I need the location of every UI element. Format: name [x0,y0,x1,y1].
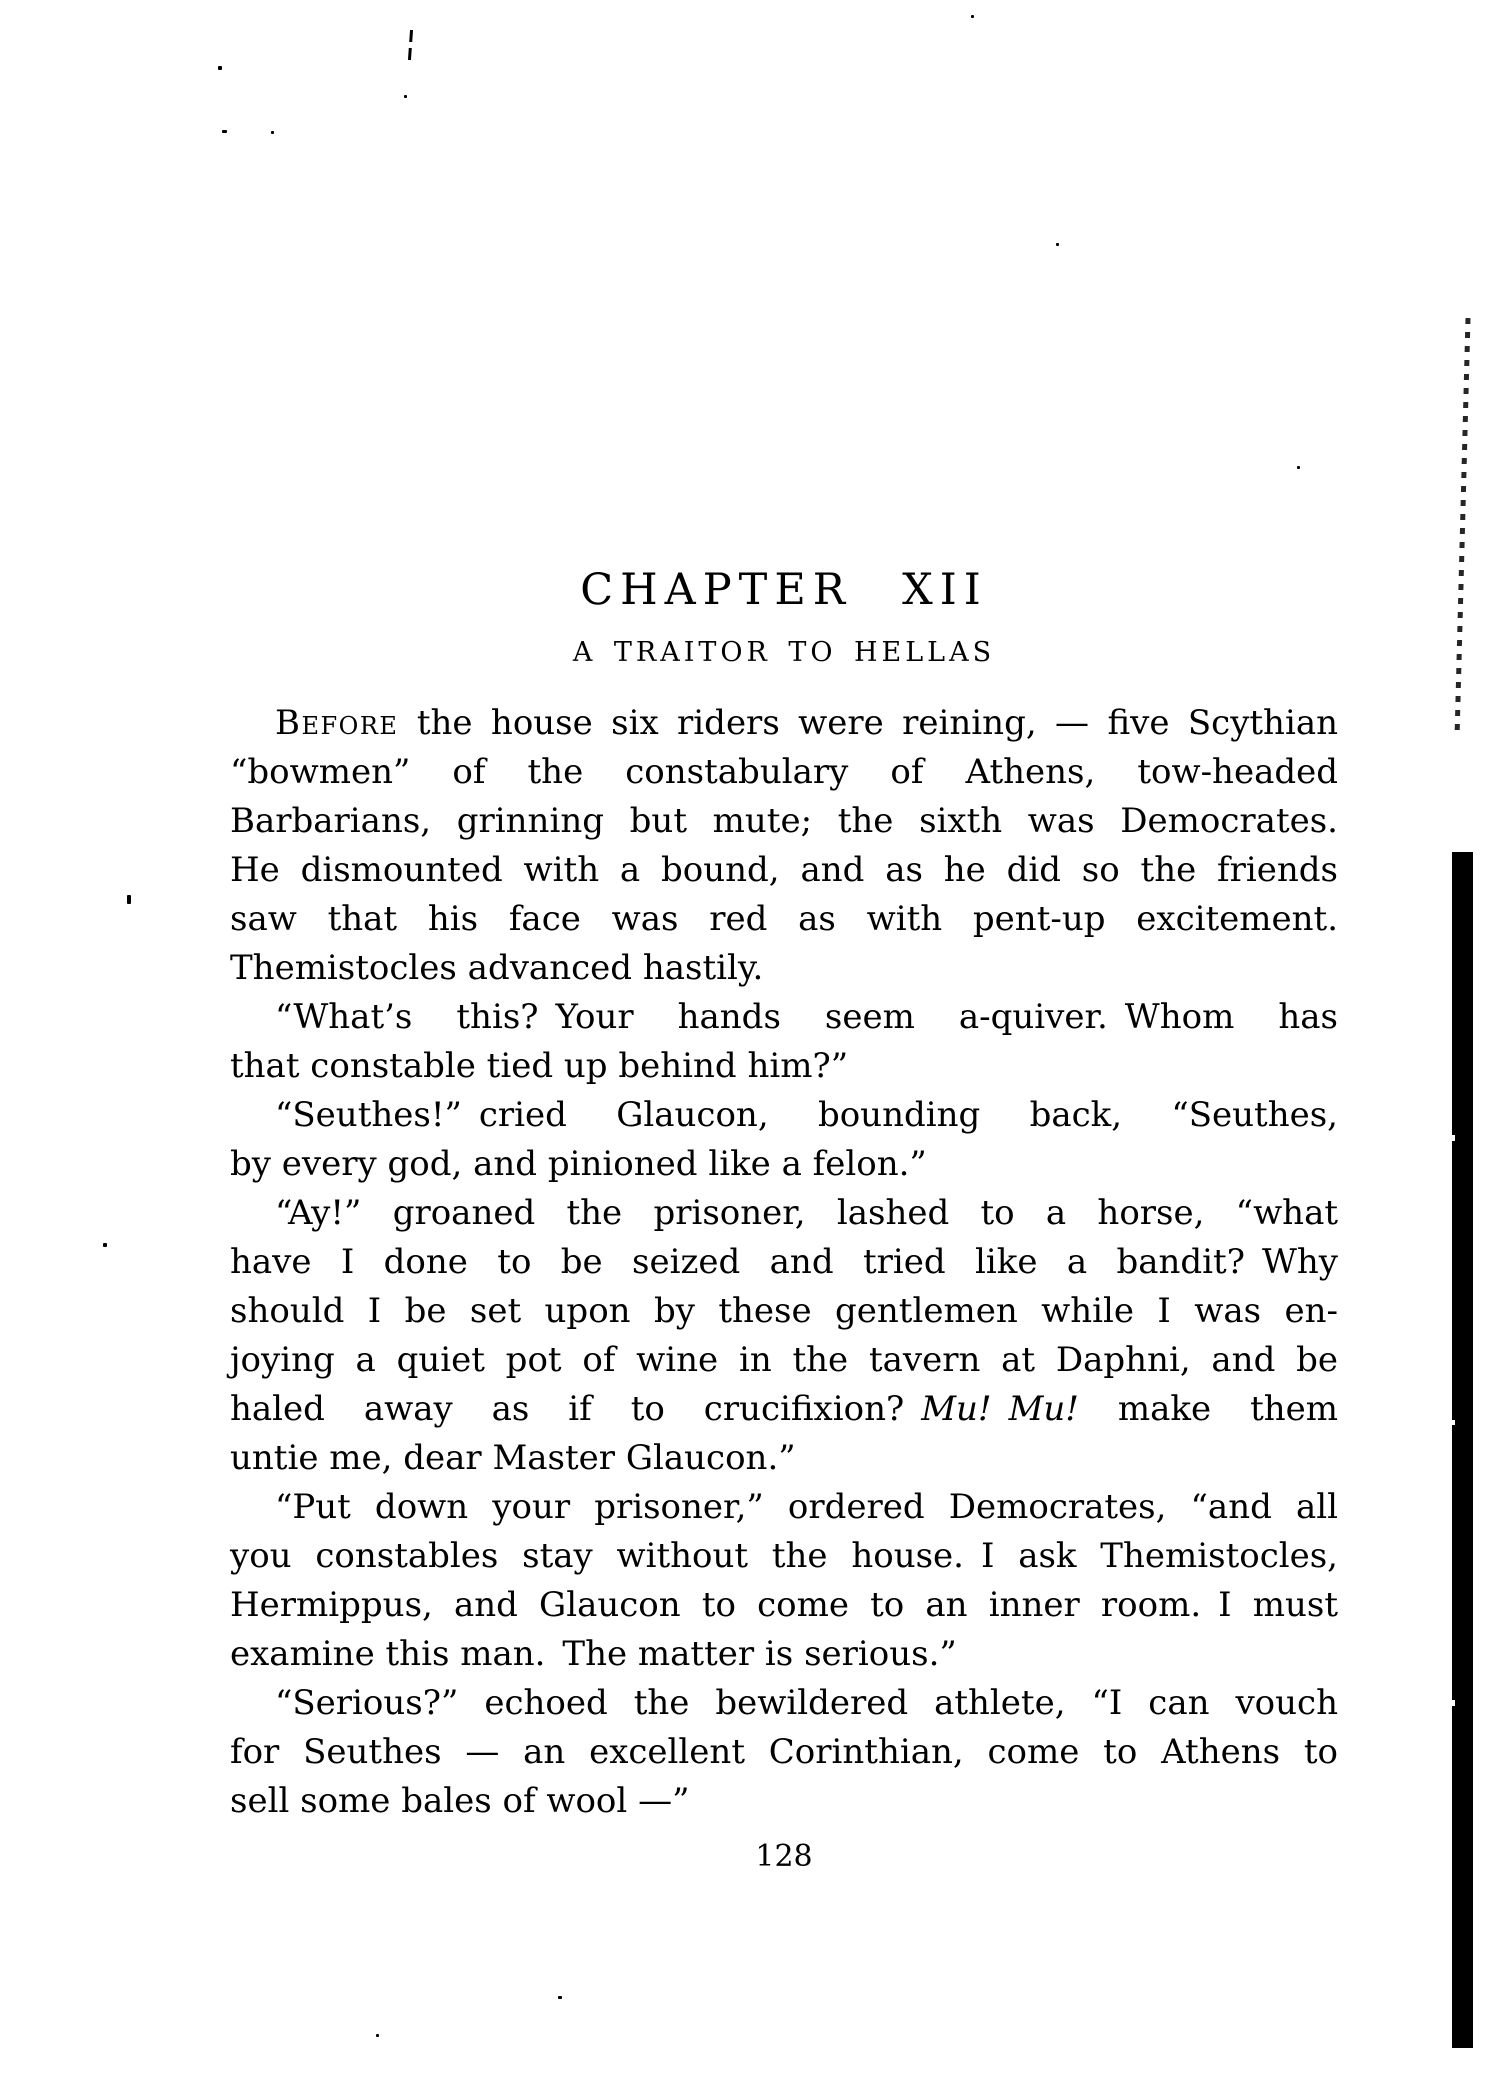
small-caps-text: Before [275,703,399,743]
scan-speck [408,30,413,60]
text-segment: for Seuthes — an excellent Corinthian, come to Athens to [230,1732,1338,1772]
text-line [230,1630,1338,1679]
text-line [230,1581,1338,1630]
text-segment: joying a quiet pot of wine in the tavern at Daphni, and be [230,1340,1338,1380]
scan-speck [1056,243,1059,246]
paragraph [230,993,1338,1091]
text-line [230,895,1338,944]
text-segment: “Seuthes!” cried Glaucon, bounding back, “Seuthes, [275,1095,1338,1135]
chapter-heading: CHAPTER XII [580,565,988,615]
scan-speck [218,66,222,70]
scan-speck [376,2034,379,2037]
text-line [230,797,1338,846]
text-line [230,944,1338,993]
italic-text: Mu! Mu! [921,1389,1079,1429]
text-line [230,846,1338,895]
text-segment: Hermippus, and Glaucon to come to an inner room. I must [230,1585,1338,1625]
text-segment: Barbarians, grinning but mute; the sixth was Democrates. [230,801,1338,841]
scan-speck [404,95,407,98]
page-number: 128 [755,1839,813,1874]
paragraph [230,699,1338,993]
text-line [230,1728,1338,1777]
text-segment: you constables stay without the house. I ask Themistocles, [230,1536,1338,1576]
text-segment: sell some bales of wool —” [230,1781,690,1821]
body-text [230,699,1338,1826]
text-line [230,993,1338,1042]
text-segment: examine this man. The matter is serious.” [230,1634,957,1674]
text-line [230,1434,1338,1483]
binding-noise-streak [1455,318,1471,738]
scan-speck [1452,1135,1455,1141]
text-line [230,1140,1338,1189]
scan-speck [971,15,974,18]
chapter-subtitle: A TRAITOR TO HELLAS [572,637,996,668]
scan-speck [222,130,227,133]
text-segment: untie me, dear Master Glaucon.” [230,1438,796,1478]
paragraph [230,1679,1338,1826]
scan-speck [127,895,131,904]
text-segment: the house six riders were reining, — five Scythian [398,703,1338,743]
text-segment: should I be set upon by these gentlemen while I was en- [230,1291,1338,1331]
text-column [230,565,1338,1874]
text-line [230,1336,1338,1385]
text-segment: saw that his face was red as with pent-up excitement. [230,899,1338,939]
text-line [230,1532,1338,1581]
scan-speck [103,1243,107,1247]
paragraph [230,1091,1338,1189]
text-segment: that constable tied up behind him?” [230,1046,849,1086]
binding-bar [1452,852,1473,2048]
text-line [230,1483,1338,1532]
scan-speck [1452,1700,1455,1706]
text-segment: make them [1078,1389,1338,1429]
text-line [230,1679,1338,1728]
text-segment: haled away as if to crucifixion? [230,1389,922,1429]
text-line [230,1287,1338,1336]
text-line [230,699,1338,748]
text-line [230,1042,1338,1091]
scan-speck [271,131,274,134]
text-segment: “Put down your prisoner,” ordered Democrates, “and all [275,1487,1338,1527]
scan-speck [1297,466,1300,469]
text-segment: “Ay!” groaned the prisoner, lashed to a horse, “what [275,1193,1338,1233]
text-segment: “bowmen” of the constabulary of Athens, tow-headed [230,752,1338,792]
text-line [230,1777,1338,1826]
text-segment: “Serious?” echoed the bewildered athlete, “I can vouch [275,1683,1338,1723]
text-line [230,1189,1338,1238]
paragraph [230,1189,1338,1483]
text-line [230,1238,1338,1287]
text-segment: have I done to be seized and tried like a bandit? Why [230,1242,1338,1282]
text-segment: “What’s this? Your hands seem a-quiver. Whom has [275,997,1338,1037]
text-segment: Themistocles advanced hastily. [230,948,764,988]
text-segment: He dismounted with a bound, and as he did so the friends [230,850,1338,890]
text-line [230,1091,1338,1140]
text-line [230,1385,1338,1434]
text-line [230,748,1338,797]
text-segment: by every god, and pinioned like a felon.” [230,1144,927,1184]
paragraph [230,1483,1338,1679]
scan-speck [558,1996,562,1999]
scan-speck [1452,1420,1455,1425]
